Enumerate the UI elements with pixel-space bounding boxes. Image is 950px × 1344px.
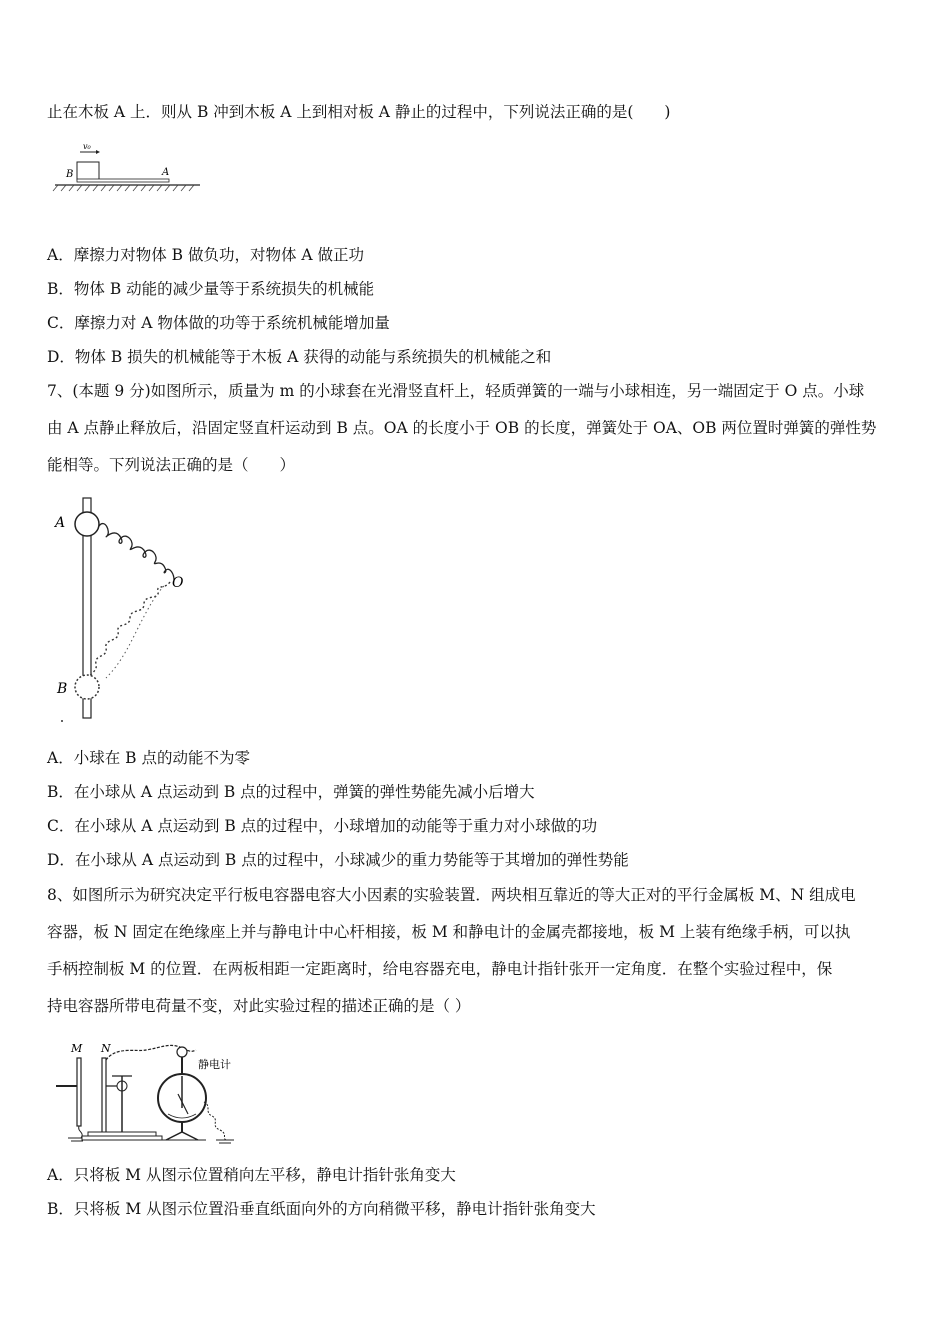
q8-meter-label: 静电计 bbox=[198, 1058, 231, 1071]
q6-board-a bbox=[77, 179, 169, 182]
q6-v0-label: v₀ bbox=[83, 142, 91, 151]
q8-option-b: B．只将板 M 从图示位置沿垂直纸面向外的方向稍微平移，静电计指针张角变大 bbox=[47, 1200, 596, 1218]
q6-block-b bbox=[77, 162, 99, 180]
q7-stem-line-3: 能相等。下列说法正确的是（ ） bbox=[47, 456, 296, 474]
q7-stem-line-1: 7、(本题 9 分)如图所示，质量为 m 的小球套在光滑竖直杆上，轻质弹簧的一端与小球相连，另一端固定于 O 点。小球 bbox=[47, 382, 865, 400]
q6-option-b: B．物体 B 动能的减少量等于系统损失的机械能 bbox=[47, 280, 375, 298]
q7-b-label: B bbox=[57, 681, 68, 697]
q7-o-label: O bbox=[172, 575, 184, 591]
q8-capacitor-electrometer-figure bbox=[46, 1036, 246, 1148]
q8-stem-line-4: 持电容器所带电荷量不变，对此实验过程的描述正确的是（ ） bbox=[47, 997, 471, 1015]
q6-option-c: C．摩擦力对 A 物体做的功等于系统机械能增加量 bbox=[47, 314, 390, 332]
q8-m-label: M bbox=[71, 1042, 83, 1055]
q8-stem-line-2: 容器，板 N 固定在绝缘座上并与静电计中心杆相接，板 M 和静电计的金属壳都接地，板 M 上装有绝缘手柄，可以执 bbox=[47, 923, 851, 941]
q7-spring-solid bbox=[99, 524, 174, 580]
q6-option-d: D．物体 B 损失的机械能等于木板 A 获得的动能与系统损失的机械能之和 bbox=[47, 348, 552, 366]
q6-option-a: A．摩擦力对物体 B 做负功，对物体 A 做正功 bbox=[47, 246, 364, 264]
q8-plate-n bbox=[102, 1058, 106, 1134]
q8-option-a: A．只将板 M 从图示位置稍向左平移，静电计指针张角变大 bbox=[47, 1166, 456, 1184]
q6-a-label: A bbox=[162, 167, 170, 178]
q8-stem-line-3: 手柄控制板 M 的位置．在两板相距一定距离时，给电容器充电，静电计指针张开一定角度．在整个实验过程中，保 bbox=[47, 960, 833, 978]
q6-stem-line: 止在木板 A 上．则从 B 冲到木板 A 上到相对板 A 静止的过程中，下列说法正确的是( ) bbox=[47, 103, 671, 121]
q7-option-d: D．在小球从 A 点运动到 B 点的过程中，小球减少的重力势能等于其增加的弹性势能 bbox=[47, 851, 629, 869]
q8-plate-m bbox=[77, 1058, 81, 1126]
q8-n-label: N bbox=[101, 1042, 111, 1055]
q7-option-b: B．在小球从 A 点运动到 B 点的过程中，弹簧的弹性势能先减小后增大 bbox=[47, 783, 535, 801]
q7-a-label: A bbox=[55, 515, 66, 531]
q6-b-label: B bbox=[66, 169, 74, 180]
q8-stem-line-1: 8、如图所示为研究决定平行板电容器电容大小因素的实验装置．两块相互靠近的等大正对的平行金属板 M、N 组成电 bbox=[47, 886, 856, 904]
q7-option-a: A．小球在 B 点的动能不为零 bbox=[47, 749, 250, 767]
q7-ball-a bbox=[75, 512, 99, 536]
q7-spring-rod-figure bbox=[52, 494, 192, 726]
q7-option-c: C．在小球从 A 点运动到 B 点的过程中，小球增加的动能等于重力对小球做的功 bbox=[47, 817, 598, 835]
q6-block-board-figure bbox=[50, 140, 210, 200]
q7-spring-dashed bbox=[88, 582, 170, 680]
q7-ball-b bbox=[75, 675, 99, 699]
q7-stem-line-2: 由 A 点静止释放后，沿固定竖直杆运动到 B 点。OA 的长度小于 OB 的长度，弹簧处于 OA、OB 两位置时弹簧的弹性势 bbox=[47, 419, 877, 437]
